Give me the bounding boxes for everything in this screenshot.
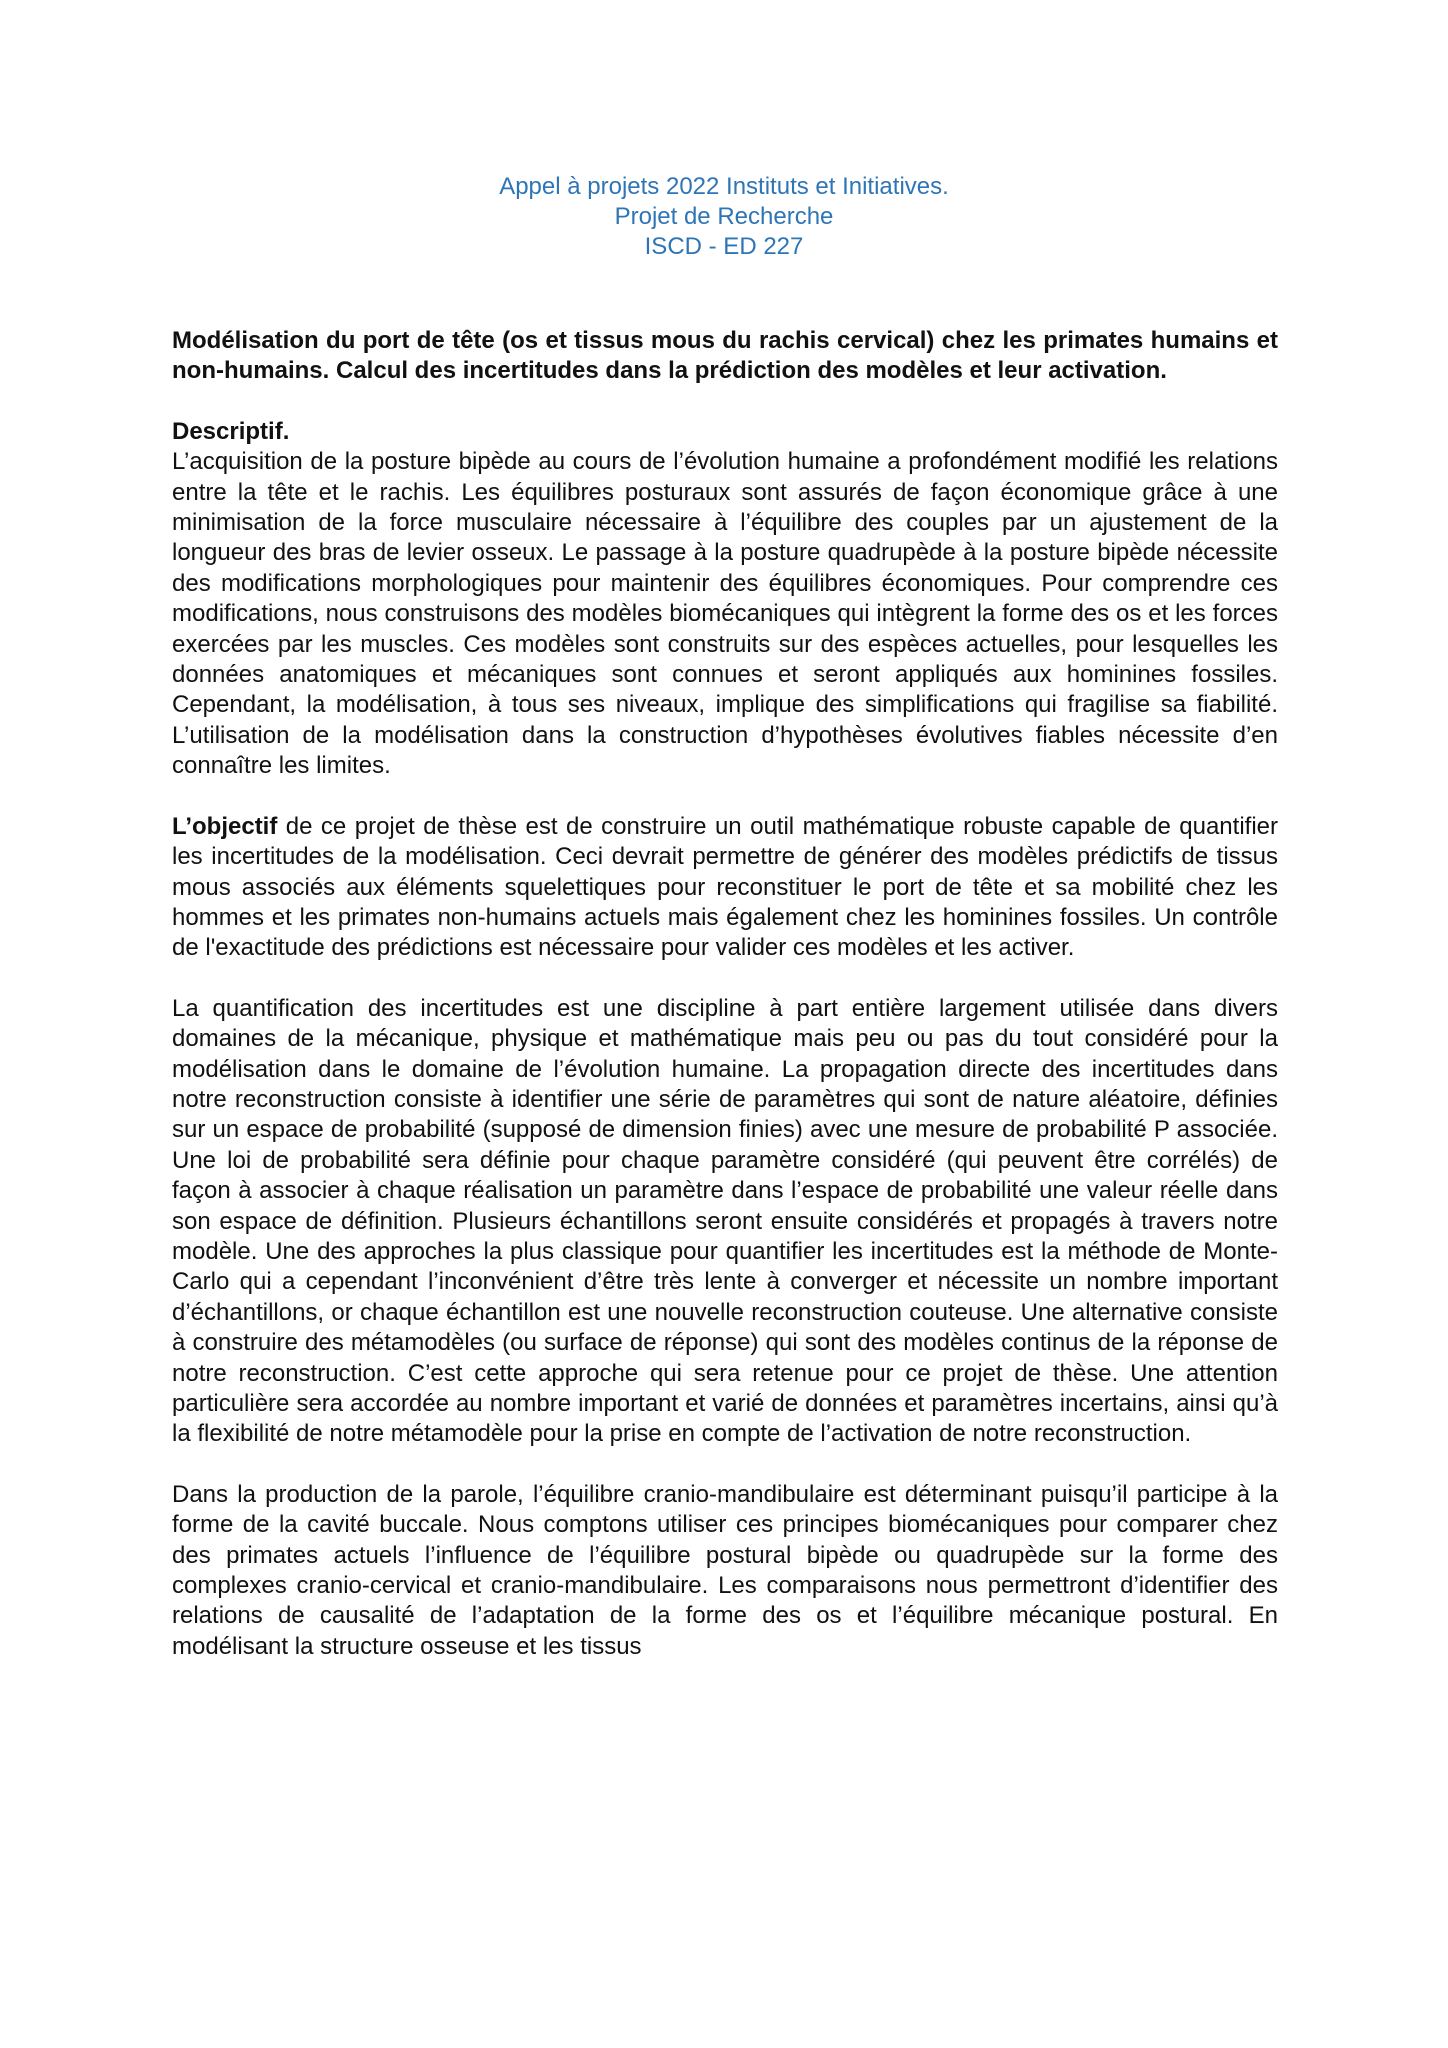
objective-lead: L’objectif [172, 812, 278, 840]
paragraph-context: L’acquisition de la posture bipède au cours de l’évolution humaine a profondément modifié les relations entre la tête et le rachis. Les équilibres posturaux sont assurés de façon économique grâce à une minimisation de la force musculaire nécessaire à l’équilibre des couples par un ajustement de la longueur des bras de levier osseux. Le passage à la posture quadrupède à la posture bipède nécessite des modifications morphologiques pour maintenir des équilibres économiques. Pour comprendre ces modifications, nous construisons des modèles biomécaniques qui intègrent la forme des os et les forces exercées par les muscles. Ces modèles sont construits sur des espèces actuelles, pour lesquelles les données anatomiques et mécaniques sont connues et seront appliqués aux hominines fossiles. Cependant, la modélisation, à tous ses niveaux, implique des simplifications qui fragilise sa fiabilité. L’utilisation de la modélisation dans la construction d’hypothèses évolutives fiables nécessite d’en connaître les limites. [172, 448, 1278, 780]
objective-text: de ce projet de thèse est de construire un outil mathématique robuste capable de quantifier les incertitudes de la modélisation. Ceci devrait permettre de générer des modèles prédictifs de tissus mous associés aux éléments squelettiques pour reconstituer le port de tête et sa mobilité chez les hommes et les primates non-humains actuels mais également chez les hominines fossiles. Un contrôle de l'exactitude des prédictions est nécessaire pour valider ces modèles et les activer. [172, 812, 1278, 962]
header-call-for-projects: Appel à projets 2022 Instituts et Initiatives. [499, 173, 949, 200]
document-body [172, 326, 1278, 1662]
document-title: Modélisation du port de tête (os et tissus mous du rachis cervical) chez les primates humains et non-humains. Calcul des incertitudes dans la prédiction des modèles et leur activation. [172, 327, 1278, 385]
header-institute-code: ISCD - ED 227 [644, 233, 804, 260]
paragraph-uncertainty: La quantification des incertitudes est une discipline à part entière largement utilisée dans divers domaines de la mécanique, physique et mathématique mais peu ou pas du tout considéré pour la modélisation dans le domaine de l’évolution humaine. La propagation directe des incertitudes dans notre reconstruction consiste à identifier une série de paramètres qui sont de nature aléatoire, définies sur un espace de probabilité (supposé de dimension finies) avec une mesure de probabilité P associée. Une loi de probabilité sera définie pour chaque paramètre considéré (qui peuvent être corrélés) de façon à associer à chaque réalisation un paramètre dans l’espace de probabilité une valeur réelle dans son espace de définition. Plusieurs échantillons seront ensuite considérés et propagés à travers notre modèle. Une des approches la plus classique pour quantifier les incertitudes est la méthode de Monte-Carlo qui a cependant l’inconvénient d’être très lente à converger et nécessite un nombre important d’échantillons, or chaque échantillon est une nouvelle reconstruction couteuse. Une alternative consiste à construire des métamodèles (ou surface de réponse) qui sont des modèles continus de la réponse de notre reconstruction. C’est cette approche qui sera retenue pour ce projet de thèse. Une attention particulière sera accordée au nombre important et varié de données et paramètres incertains, ainsi qu’à la flexibilité de notre métamodèle pour la prise en compte de l’activation de notre reconstruction. [172, 994, 1278, 1448]
paragraph-objective [172, 812, 1278, 964]
header-project-type: Projet de Recherche [614, 203, 834, 230]
section-heading-descriptif: Descriptif. [172, 417, 290, 445]
paragraph-speech: Dans la production de la parole, l’équilibre cranio-mandibulaire est déterminant puisqu’il participe à la forme de la cavité buccale. Nous comptons utiliser ces principes biomécaniques pour comparer chez des primates actuels l’influence de l’équilibre postural bipède ou quadrupède sur la forme des complexes cranio-cervical et cranio-mandibulaire. Les comparaisons nous permettront d’identifier des relations de causalité de l’adaptation de la forme des os et l’équilibre mécanique postural. En modélisant la structure osseuse et les tissus [172, 1480, 1278, 1660]
page-header [0, 172, 1448, 262]
